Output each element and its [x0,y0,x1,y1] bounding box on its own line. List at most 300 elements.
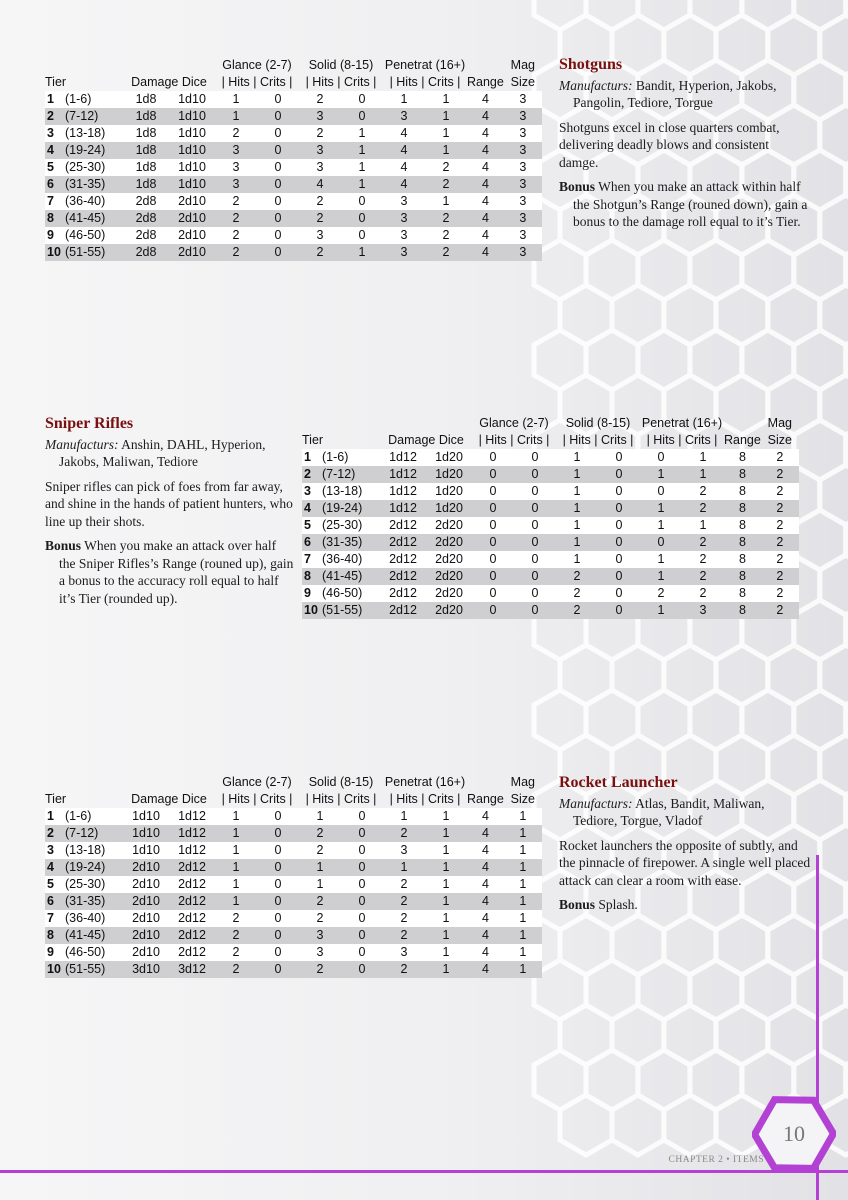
damage-dice-1-cell: 2d10 [123,944,169,961]
penetrat-crits-cell: 2 [425,176,467,193]
damage-dice-1-cell: 2d12 [380,602,426,619]
damage-dice-2-cell: 1d10 [169,108,215,125]
table-row [302,449,799,466]
rocket-manufacturers [559,795,811,830]
damage-dice-2-cell: 2d10 [169,244,215,261]
table-row [45,159,542,176]
solid-crits-cell: 0 [598,534,640,551]
mag-size-cell: 2 [761,534,799,551]
table-row [302,466,799,483]
tier-cell: 10 [45,244,65,261]
damage-dice-header: Damage Dice [131,792,207,806]
glance-crits-cell: 0 [514,585,556,602]
solid-hits-cell: 3 [299,944,341,961]
tier-header: Tier [302,433,324,447]
glance-crits-cell: 0 [257,944,299,961]
mag-size-cell: 2 [761,517,799,534]
bonus-label: Bonus [559,179,596,194]
table-row [45,176,542,193]
damage-dice-header: Damage Dice [131,75,207,89]
solid-crits-cell: 1 [341,244,383,261]
glance-crits-cell: 0 [257,825,299,842]
glance-hits-cell: 1 [215,825,257,842]
tier-header: Tier [45,792,67,806]
solid-hits-cell: 2 [299,893,341,910]
range-cell: 4 [467,176,504,193]
glance-hits-cell: 3 [215,159,257,176]
penetrat-crits-cell: 1 [425,893,467,910]
table-row [45,910,542,927]
penetrat-crits-cell: 1 [425,825,467,842]
damage-dice-1-cell: 3d10 [123,961,169,978]
range-cell: 4 [467,910,504,927]
tier-cell: 4 [45,142,65,159]
solid-hits-cell: 1 [556,466,598,483]
sniper-stats-table [302,415,799,619]
damage-dice-1-cell: 1d8 [123,108,169,125]
level-range-cell: (36-40) [65,193,123,210]
range-header: Range [467,75,504,89]
tier-cell: 9 [302,585,322,602]
solid-hits-cell: 2 [299,910,341,927]
penetrat-crits-cell: 2 [425,159,467,176]
mag-size-cell: 1 [504,876,542,893]
glance-crits-cell: 0 [257,244,299,261]
damage-dice-1-cell: 1d10 [123,825,169,842]
glance-hits-cell: 0 [472,517,514,534]
table-row [302,585,799,602]
penetrat-crits-cell: 1 [425,142,467,159]
mag-size-cell: 3 [504,176,542,193]
solid-crits-cell: 0 [341,227,383,244]
glance-hits-cell: 0 [472,602,514,619]
table-row [45,842,542,859]
solid-crits-cell: 0 [341,210,383,227]
solid-crits-cell: 1 [341,159,383,176]
damage-dice-1-cell: 2d10 [123,910,169,927]
level-range-cell: (31-35) [322,534,380,551]
penetrat-crits-cell: 1 [425,876,467,893]
solid-hits-cell: 2 [299,193,341,210]
manufacturers-label: Manufacturs: [559,77,633,93]
damage-dice-1-cell: 2d12 [380,551,426,568]
solid-crits-cell: 0 [341,825,383,842]
glance-hits-cell: 2 [215,227,257,244]
damage-dice-1-cell: 1d8 [123,159,169,176]
glance-hits-cell: 0 [472,466,514,483]
penetrat-crits-cell: 1 [425,961,467,978]
penetrat-hits-cell: 0 [640,449,682,466]
damage-dice-2-cell: 1d12 [169,842,215,859]
level-range-cell: (19-24) [65,859,123,876]
mag-size-cell: 1 [504,961,542,978]
table-row [45,142,542,159]
tier-cell: 6 [302,534,322,551]
damage-dice-2-cell: 2d20 [426,517,472,534]
tier-cell: 2 [302,466,322,483]
penetrat-hits-cell: 1 [640,500,682,517]
glance-crits-cell: 0 [514,602,556,619]
solid-hits-cell: 2 [299,210,341,227]
manufacturers-list: Atlas, Bandit, Maliwan, Tediore, Torgue, Vladof [573,795,765,828]
rocket-title: Rocket Launcher [559,774,678,791]
page-number: 10 [783,1121,805,1146]
table-row [45,927,542,944]
damage-dice-2-cell: 2d12 [169,859,215,876]
mag-size-cell: 1 [504,842,542,859]
damage-dice-1-cell: 2d12 [380,585,426,602]
manufacturers-label: Manufacturs: [559,795,633,811]
range-cell: 4 [467,142,504,159]
range-cell: 4 [467,859,504,876]
table-row [302,534,799,551]
range-cell: 4 [467,159,504,176]
penetrat-crits-cell: 1 [425,859,467,876]
damage-dice-2-cell: 2d12 [169,893,215,910]
table-row [45,944,542,961]
level-range-cell: (41-45) [322,568,380,585]
penetrat-crits-cell: 2 [425,210,467,227]
table-row [302,602,799,619]
glance-crits-cell: 0 [514,551,556,568]
penetrat-hits-cell: 1 [640,517,682,534]
solid-hits-cell: 1 [556,449,598,466]
penetrat-header: Penetrat (16+) [384,58,466,72]
solid-hits-crits-header: | Hits | Crits | [305,75,377,89]
level-range-cell: (1-6) [65,91,123,108]
hexagon-pattern-shape [534,0,586,30]
mag-size-cell: 3 [504,244,542,261]
shotgun-stats-table [45,57,542,261]
table-row [45,961,542,978]
sniper-title: Sniper Rifles [45,415,134,432]
page-number-badge [752,1092,836,1176]
tier-cell: 5 [45,876,65,893]
table-row [45,91,542,108]
damage-dice-1-cell: 2d12 [380,568,426,585]
penetrat-hits-crits-header: | Hits | Crits | [389,792,461,806]
solid-hits-cell: 1 [299,808,341,825]
penetrat-crits-cell: 1 [425,944,467,961]
penetrat-crits-cell: 2 [425,244,467,261]
solid-crits-cell: 0 [341,910,383,927]
range-cell: 4 [467,893,504,910]
solid-crits-cell: 0 [341,876,383,893]
penetrat-hits-cell: 1 [640,568,682,585]
range-cell: 4 [467,108,504,125]
penetrat-hits-crits-header: | Hits | Crits | [389,75,461,89]
tier-cell: 1 [302,449,322,466]
range-cell: 4 [467,125,504,142]
hexagon-pattern-shape [560,1095,612,1155]
rocket-panel [559,774,811,921]
size-header: Size [510,792,535,806]
level-range-cell: (31-35) [65,893,123,910]
range-cell: 4 [467,227,504,244]
range-header: Range [467,792,504,806]
tier-cell: 1 [45,91,65,108]
glance-hits-cell: 0 [472,551,514,568]
penetrat-hits-cell: 2 [383,893,425,910]
solid-hits-cell: 2 [299,825,341,842]
glance-crits-cell: 0 [514,466,556,483]
mag-size-cell: 3 [504,91,542,108]
glance-hits-cell: 0 [472,449,514,466]
mag-size-cell: 2 [761,449,799,466]
penetrat-hits-cell: 2 [383,961,425,978]
mag-header: Mag [510,775,535,789]
table-row [302,483,799,500]
glance-crits-cell: 0 [257,927,299,944]
penetrat-crits-cell: 1 [425,927,467,944]
shotguns-description: Shotguns excel in close quarters combat, delivering deadly blows and consistent damge. [559,119,780,170]
penetrat-crits-cell: 1 [682,449,724,466]
damage-dice-1-cell: 1d8 [123,125,169,142]
range-cell: 4 [467,193,504,210]
damage-dice-1-cell: 2d8 [123,227,169,244]
solid-crits-cell: 0 [598,483,640,500]
level-range-cell: (46-50) [65,944,123,961]
solid-crits-cell: 0 [598,551,640,568]
tier-cell: 3 [45,125,65,142]
solid-hits-cell: 3 [299,927,341,944]
range-cell: 4 [467,210,504,227]
glance-crits-cell: 0 [257,125,299,142]
damage-dice-1-cell: 2d12 [380,517,426,534]
mag-size-cell: 3 [504,159,542,176]
rocket-stats-table [45,774,542,978]
solid-crits-cell: 0 [341,842,383,859]
damage-dice-2-cell: 1d20 [426,449,472,466]
solid-hits-cell: 1 [556,500,598,517]
damage-dice-2-cell: 1d12 [169,825,215,842]
solid-hits-cell: 2 [556,602,598,619]
penetrat-crits-cell: 1 [682,466,724,483]
level-range-cell: (13-18) [65,842,123,859]
penetrat-crits-cell: 1 [682,517,724,534]
range-cell: 8 [724,585,761,602]
solid-hits-cell: 3 [299,142,341,159]
penetrat-hits-cell: 4 [383,125,425,142]
glance-hits-cell: 0 [472,568,514,585]
table-row [45,227,542,244]
damage-dice-1-cell: 1d12 [380,500,426,517]
damage-dice-1-cell: 1d12 [380,466,426,483]
bonus-label: Bonus [559,897,596,912]
glance-hits-cell: 0 [472,500,514,517]
glance-crits-cell: 0 [514,483,556,500]
level-range-cell: (25-30) [65,159,123,176]
level-range-cell: (36-40) [322,551,380,568]
solid-header: Solid (8-15) [308,775,374,789]
glance-hits-cell: 1 [215,842,257,859]
tier-cell: 8 [302,568,322,585]
solid-hits-cell: 1 [556,534,598,551]
glance-hits-cell: 1 [215,859,257,876]
damage-dice-1-cell: 2d8 [123,193,169,210]
tier-cell: 5 [45,159,65,176]
hexagon-pattern-shape [664,1095,716,1155]
penetrat-hits-cell: 1 [383,808,425,825]
mag-size-cell: 3 [504,227,542,244]
penetrat-crits-cell: 2 [682,585,724,602]
damage-dice-2-cell: 2d12 [169,927,215,944]
table-row [45,876,542,893]
penetrat-hits-cell: 1 [640,551,682,568]
solid-crits-cell: 0 [341,108,383,125]
range-cell: 8 [724,517,761,534]
solid-crits-cell: 0 [598,585,640,602]
mag-header: Mag [510,58,535,72]
level-range-cell: (19-24) [322,500,380,517]
penetrat-hits-cell: 1 [640,466,682,483]
penetrat-hits-cell: 0 [640,483,682,500]
penetrat-crits-cell: 1 [425,91,467,108]
hexagon-pattern-shape [690,0,742,30]
glance-crits-cell: 0 [257,893,299,910]
penetrat-hits-cell: 3 [383,227,425,244]
penetrat-hits-cell: 3 [383,244,425,261]
damage-dice-2-cell: 3d12 [169,961,215,978]
range-cell: 4 [467,91,504,108]
level-range-cell: (19-24) [65,142,123,159]
mag-size-cell: 1 [504,893,542,910]
glance-crits-cell: 0 [257,842,299,859]
penetrat-crits-cell: 2 [682,534,724,551]
penetrat-hits-cell: 3 [383,193,425,210]
penetrat-crits-cell: 1 [425,108,467,125]
penetrat-hits-cell: 2 [383,825,425,842]
damage-dice-1-cell: 2d8 [123,244,169,261]
damage-dice-1-cell: 1d12 [380,449,426,466]
table-row [45,210,542,227]
glance-hits-cell: 2 [215,125,257,142]
glance-crits-cell: 0 [514,449,556,466]
sniper-description: Sniper rifles can pick of foes from far away, and shine in the hands of patient hunters, who line up their shots. [45,478,293,529]
penetrat-hits-cell: 2 [640,585,682,602]
penetrat-hits-cell: 1 [383,91,425,108]
mag-size-cell: 2 [761,602,799,619]
glance-header: Glance (2-7) [479,416,549,430]
glance-hits-cell: 1 [215,108,257,125]
mag-size-cell: 1 [504,927,542,944]
solid-crits-cell: 0 [341,961,383,978]
glance-crits-cell: 0 [257,210,299,227]
level-range-cell: (31-35) [65,176,123,193]
tier-cell: 10 [302,602,322,619]
damage-dice-2-cell: 1d20 [426,466,472,483]
manufacturers-label: Manufacturs: [45,436,119,452]
glance-header: Glance (2-7) [222,775,292,789]
damage-dice-2-cell: 1d10 [169,142,215,159]
solid-hits-cell: 2 [299,842,341,859]
shotguns-bonus [559,178,811,231]
penetrat-crits-cell: 2 [682,568,724,585]
table-row [45,244,542,261]
level-range-cell: (7-12) [322,466,380,483]
sniper-manufacturers [45,436,295,471]
solid-crits-cell: 0 [341,893,383,910]
tier-cell: 7 [45,910,65,927]
damage-dice-1-cell: 1d10 [123,842,169,859]
table-row [45,859,542,876]
table-row [302,517,799,534]
damage-dice-2-cell: 2d10 [169,193,215,210]
glance-hits-crits-header: | Hits | Crits | [221,75,293,89]
solid-hits-cell: 2 [299,961,341,978]
tier-cell: 7 [45,193,65,210]
mag-size-cell: 1 [504,859,542,876]
level-range-cell: (25-30) [65,876,123,893]
glance-hits-cell: 1 [215,893,257,910]
tier-cell: 8 [45,927,65,944]
bonus-text: When you make an attack within half the Shotgun’s Range (rouned down), gain a bonus to the damage roll equal to it’s Tier. [573,179,808,229]
mag-size-cell: 2 [761,483,799,500]
mag-size-cell: 2 [761,585,799,602]
level-range-cell: (41-45) [65,210,123,227]
glance-crits-cell: 0 [257,910,299,927]
level-range-cell: (51-55) [65,961,123,978]
solid-crits-cell: 0 [341,944,383,961]
tier-cell: 10 [45,961,65,978]
glance-crits-cell: 0 [257,961,299,978]
damage-dice-1-cell: 1d12 [380,483,426,500]
rocket-bonus [559,896,811,914]
glance-crits-cell: 0 [257,876,299,893]
mag-size-cell: 2 [761,500,799,517]
tier-cell: 2 [45,108,65,125]
glance-crits-cell: 0 [257,193,299,210]
damage-dice-2-cell: 1d10 [169,176,215,193]
tier-cell: 5 [302,517,322,534]
glance-hits-crits-header: | Hits | Crits | [478,433,550,447]
shotguns-title: Shotguns [559,56,623,73]
bonus-label: Bonus [45,538,82,553]
solid-hits-cell: 2 [299,244,341,261]
penetrat-hits-cell: 2 [383,876,425,893]
mag-header: Mag [767,416,792,430]
glance-crits-cell: 0 [257,91,299,108]
hexagon-pattern-shape [794,0,846,30]
hexagon-pattern-shape [612,1095,664,1155]
penetrat-header: Penetrat (16+) [384,775,466,789]
solid-crits-cell: 0 [341,927,383,944]
damage-dice-1-cell: 1d8 [123,176,169,193]
table-row [45,125,542,142]
glance-crits-cell: 0 [257,808,299,825]
range-cell: 8 [724,602,761,619]
damage-dice-2-cell: 2d10 [169,227,215,244]
damage-dice-1-cell: 2d10 [123,893,169,910]
solid-crits-cell: 0 [598,517,640,534]
damage-dice-1-cell: 2d12 [380,534,426,551]
level-range-cell: (13-18) [65,125,123,142]
solid-hits-cell: 3 [299,108,341,125]
size-header: Size [510,75,535,89]
range-cell: 4 [467,244,504,261]
penetrat-hits-cell: 3 [383,108,425,125]
tier-cell: 1 [45,808,65,825]
mag-size-cell: 2 [761,466,799,483]
damage-dice-2-cell: 2d20 [426,602,472,619]
solid-hits-cell: 2 [556,585,598,602]
table-row [45,825,542,842]
range-cell: 4 [467,825,504,842]
level-range-cell: (41-45) [65,927,123,944]
mag-size-cell: 3 [504,108,542,125]
sniper-panel [45,415,295,614]
damage-dice-1-cell: 2d10 [123,876,169,893]
